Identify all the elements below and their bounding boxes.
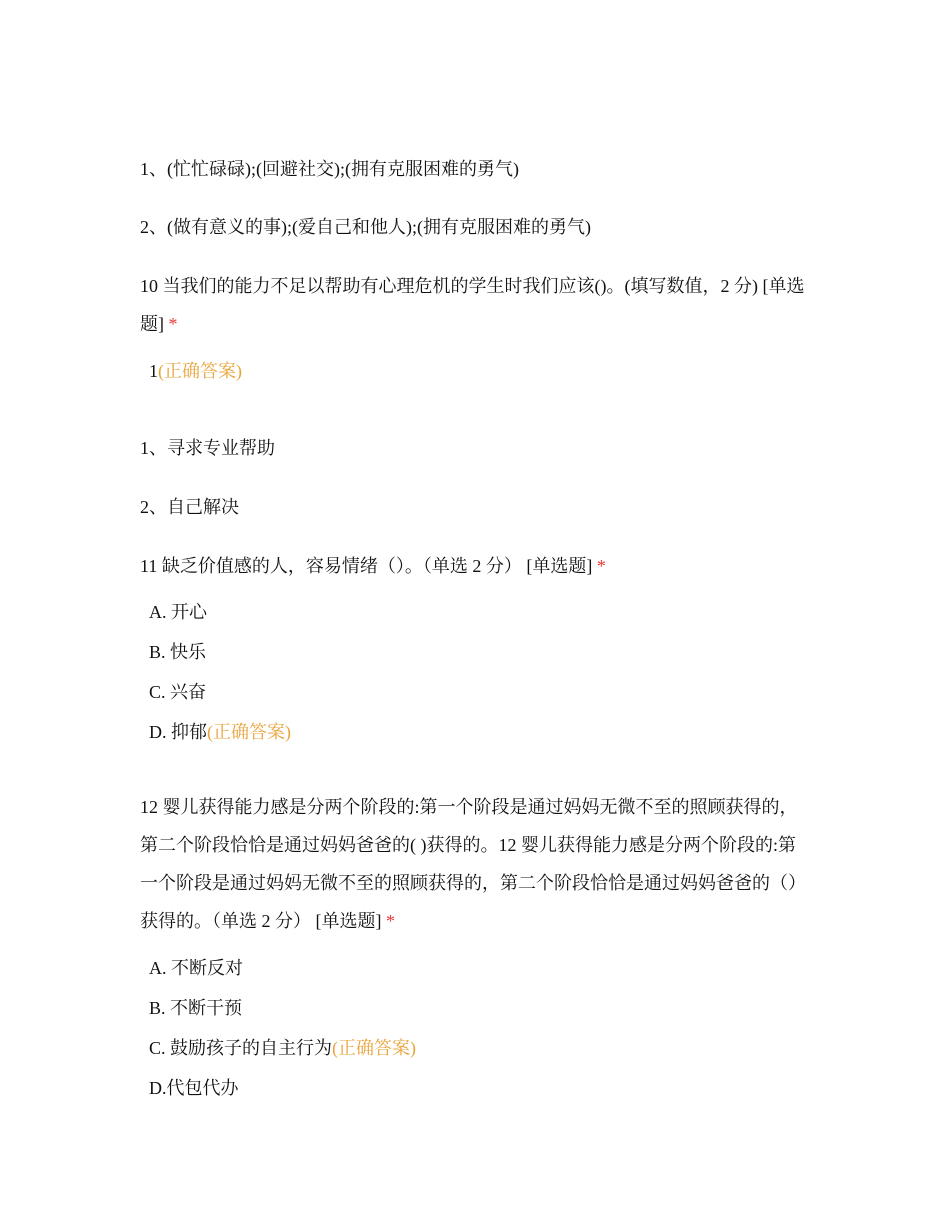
question-12-text: 12 婴儿获得能力感是分两个阶段的:第一个阶段是通过妈妈无微不至的照顾获得的，第二个阶段恰恰是通过妈妈爸爸的( )获得的。12 婴儿获得能力感是分两个阶段的:第一个阶段是通过妈妈无微不至的照顾获得的，第二个阶段恰恰是通过妈妈爸爸的（）获得的。（单选 2 分） [单选题] [140,797,806,931]
correct-answer-tag: (正确答案) [332,1038,417,1058]
correct-answer-tag: (正确答案) [207,722,291,742]
q11-option-d[interactable] [149,720,291,744]
question-10-title [140,267,812,343]
answer-value: 1 [149,361,158,381]
q12-option-b[interactable]: B. 不断干预 [149,998,243,1018]
question-11-text: 11 缺乏价值感的人，容易情绪（）。（单选 2 分） [单选题] [140,556,593,576]
q11-option-c[interactable]: C. 兴奋 [149,682,207,702]
intro-line-1: 1、(忙忙碌碌);(回避社交);(拥有克服困难的勇气) [140,159,519,179]
required-marker: * [596,556,606,576]
q11-option-a[interactable]: A. 开心 [149,602,207,622]
q11-option-b[interactable]: B. 快乐 [149,642,207,662]
required-marker: * [168,314,178,334]
correct-answer-tag: (正确答案) [158,361,242,381]
q12-option-c[interactable] [149,1036,416,1060]
intro-line-2: 2、(做有意义的事);(爱自己和他人);(拥有克服困难的勇气) [140,217,591,237]
question-12-title [140,788,812,940]
q12-option-d[interactable]: D.代包代办 [149,1078,239,1098]
option-label: D. 抑郁 [149,722,207,742]
question-10-answer [149,359,242,383]
note-line-1: 1、寻求专业帮助 [140,438,275,458]
required-marker: * [386,911,395,931]
option-label: C. 鼓励孩子的自主行为 [149,1038,333,1058]
q12-option-a[interactable]: A. 不断反对 [149,958,243,978]
question-10-text: 10 当我们的能力不足以帮助有心理危机的学生时我们应该()。(填写数值，2 分) [单选题] [140,276,805,334]
note-line-2: 2、自己解决 [140,497,239,517]
question-11-title [140,554,606,578]
